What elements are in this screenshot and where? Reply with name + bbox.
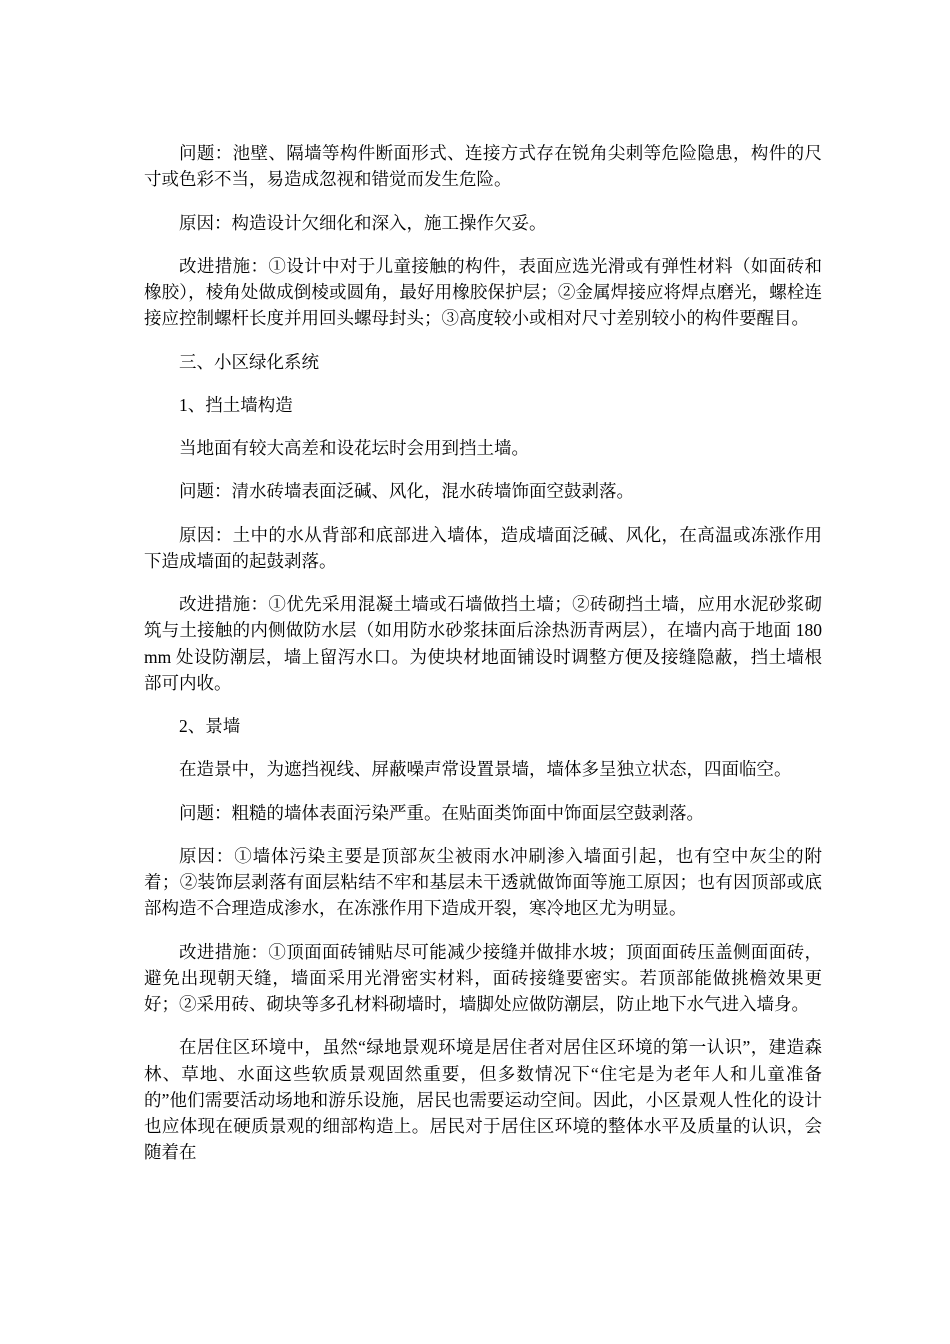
paragraph: 改进措施：①设计中对于儿童接触的构件，表面应选光滑或有弹性材料（如面砖和橡胶），棱角处做成倒棱或圆角，最好用橡胶保护层；②金属焊接应将焊点磨光，螺栓连接应控制螺杆长度并用回头螺母封头；③高度较小或相对尺寸差别较小的构件要醒目。: [144, 255, 822, 329]
paragraph: 当地面有较大高差和设花坛时会用到挡土墙。: [179, 438, 529, 458]
section-heading: 2、景墙: [179, 716, 241, 736]
paragraph: 问题：清水砖墙表面泛碱、风化，混水砖墙饰面空鼓剥落。: [179, 481, 634, 502]
section-heading: 三、小区绿化系统: [179, 351, 319, 372]
paragraph: 原因：构造设计欠细化和深入，施工操作欠妥。: [179, 212, 547, 233]
paragraph: 改进措施：①优先采用混凝土墙或石墙做挡土墙；②砖砌挡土墙，应用水泥砂浆砌筑与土接触的内侧做防水层（如用防水砂浆抹面后涂热沥青两层），在墙内高于地面 180mm 处设防潮层，墙上留泻水口。为使块材地面铺设时调整方便及接缝隐蔽，挡土墙根部可内收。: [144, 594, 822, 693]
paragraph: 问题：池壁、隔墙等构件断面形式、连接方式存在锐角尖刺等危险隐患，构件的尺寸或色彩不当，易造成忽视和错觉而发生危险。: [144, 143, 822, 190]
paragraph: 原因：①墙体污染主要是顶部灰尘被雨水冲刷渗入墙面引起，也有空中灰尘的附着；②装饰层剥落有面层粘结不牢和基层未干透就做饰面等施工原因；也有因顶部或底部构造不合理造成渗水，在冻涨作用下造成开裂，寒冷地区尤为明显。: [144, 845, 822, 919]
paragraph: 在造景中，为遮挡视线、屏蔽噪声常设置景墙，墙体多呈独立状态，四面临空。: [179, 759, 792, 780]
paragraph: 问题：粗糙的墙体表面污染严重。在贴面类饰面中饰面层空鼓剥落。: [179, 802, 704, 823]
section-heading: 1、挡土墙构造: [179, 394, 293, 415]
document-body: [144, 140, 822, 1166]
paragraph: 改进措施：①顶面面砖铺贴尽可能减少接缝并做排水坡；顶面面砖压盖侧面面砖，避免出现朝天缝，墙面采用光滑密实材料，面砖接缝要密实。若顶部能做挑檐效果更好；②采用砖、砌块等多孔材料砌墙时，墙脚处应做防潮层，防止地下水气进入墙身。: [144, 941, 822, 1014]
paragraph: 原因：土中的水从背部和底部进入墙体，造成墙面泛碱、风化，在高温或冻涨作用下造成墙面的起鼓剥落。: [144, 524, 822, 571]
paragraph: 在居住区环境中，虽然“绿地景观环境是居住者对居住区环境的第一认识”，建造森林、草地、水面这些软质景观固然重要，但多数情况下“住宅是为老年人和儿童准备的”他们需要活动场地和游乐设施，居民也需要运动空间。因此，小区景观人性化的设计也应体现在硬质景观的细部构造上。居民对于居住区环境的整体水平及质量的认识，会随着在: [144, 1037, 822, 1163]
